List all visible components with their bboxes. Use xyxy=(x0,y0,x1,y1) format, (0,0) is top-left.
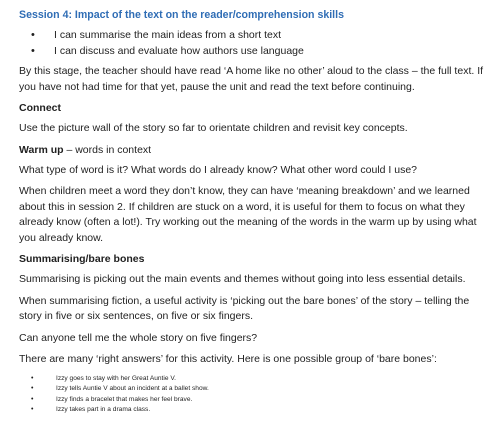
warmup-line: about this in session 2. If children are stuck on a word, it is useful for them to focus on what they xyxy=(19,200,465,213)
warmup-body xyxy=(19,184,489,246)
warmup-heading-bold: Warm up xyxy=(19,143,64,156)
question-text: Can anyone tell me the whole story on five fingers? xyxy=(19,331,258,344)
objective-item: • I can discuss and evaluate how authors use language xyxy=(19,43,489,59)
fiction-paragraph xyxy=(19,294,489,325)
intro-line: you have not had time for that yet, pause the unit and read the text before continuing. xyxy=(19,80,415,93)
warmup-heading-rest: – words in context xyxy=(63,143,152,156)
bare-bones-item: • Izzy goes to stay with her Great Auntie V. xyxy=(19,374,489,385)
fiction-line: When summarising fiction, a useful activity is ‘picking out the bare bones’ of the story – telling the xyxy=(19,294,470,307)
intro-line: By this stage, the teacher should have read ‘A home like no other’ aloud to the class – the full text. If xyxy=(19,65,484,77)
bare-bones-item: • Izzy tells Auntie V about an incident at a ballet show. xyxy=(19,384,489,395)
session-title: Session 4: Impact of the text on the reader/comprehension skills xyxy=(19,9,344,21)
answers-intro: There are many ‘right answers’ for this activity. Here is one possible group of ‘bare bones’: xyxy=(19,353,437,365)
bare-bones-list xyxy=(19,374,489,416)
connect-heading: Connect xyxy=(19,102,61,114)
warmup-line: you already know. xyxy=(19,231,104,244)
intro-paragraph xyxy=(19,64,489,95)
warmup-line: already know (often a lot!). Try working out the meaning of the words in the warm up by using what xyxy=(19,216,477,228)
warmup-heading xyxy=(19,143,489,157)
summarising-text: Summarising is picking out the main events and themes without going into less essential details. xyxy=(19,273,466,285)
connect-text: Use the picture wall of the story so far to orientate children and revisit key concepts. xyxy=(19,122,408,134)
bare-bones-item: • Izzy finds a bracelet that makes her feel brave. xyxy=(19,395,489,406)
fiction-line: story in five or six sentences, on five or six fingers. xyxy=(19,310,254,322)
objectives-list xyxy=(19,27,489,59)
warmup-line: When children meet a word they don’t know, they can have ‘meaning breakdown’ and we learned xyxy=(19,185,470,197)
document-page xyxy=(19,8,489,416)
summarising-heading: Summarising/bare bones xyxy=(19,253,145,265)
bare-bones-item: • Izzy takes part in a drama class. xyxy=(19,405,489,416)
objective-item: • I can summarise the main ideas from a short text xyxy=(19,27,489,43)
warmup-questions: What type of word is it? What words do I already know? What other word could I use? xyxy=(19,163,418,176)
